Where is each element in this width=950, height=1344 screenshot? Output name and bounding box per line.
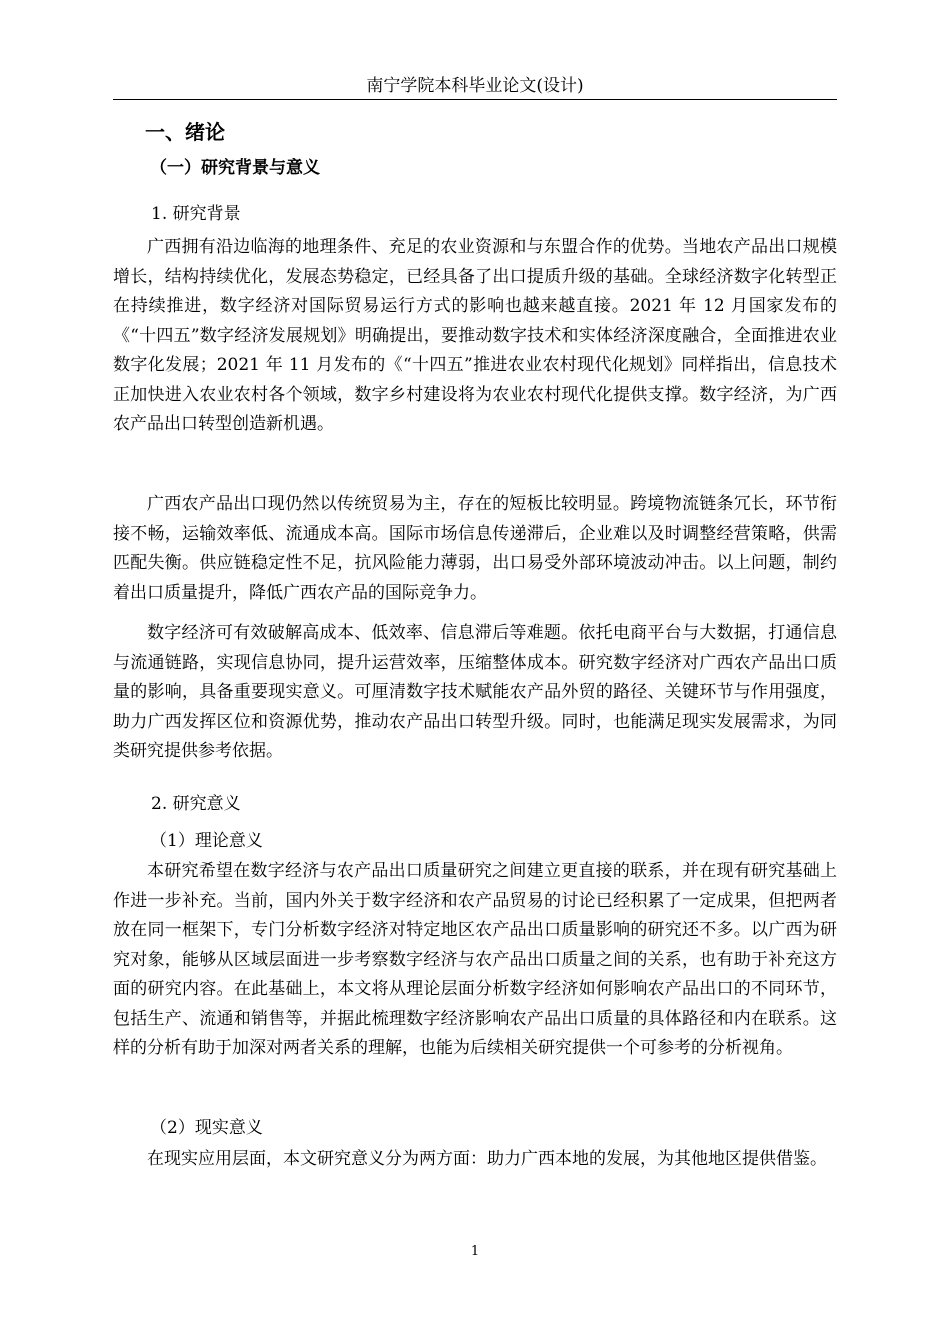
header-divider [113, 99, 837, 100]
background-paragraph-2: 广西农产品出口现仍然以传统贸易为主，存在的短板比较明显。跨境物流链条冗长，环节衔接不畅，运输效率低、流通成本高。国际市场信息传递滞后，企业难以及时调整经营策略，供需匹配失衡。供应链稳定性不足，抗风险能力薄弱，出口易受外部环境波动冲击。以上问题，制约着出口质量提升，降低广西农产品的国际竞争力。 [113, 494, 837, 603]
significance-heading: 2. 研究意义 [151, 794, 241, 814]
page-header-title: 南宁学院本科毕业论文(设计) [366, 76, 584, 96]
theory-paragraph: 本研究希望在数字经济与农产品出口质量研究之间建立更直接的联系，并在现有研究基础上作进一步补充。当前，国内外关于数字经济和农产品贸易的讨论已经积累了一定成果，但把两者放在同一框架下，专门分析数字经济对特定地区农产品出口质量影响的研究还不多。以广西为研究对象，能够从区域层面进一步考察数字经济与农产品出口质量之间的关系，也有助于补充这方面的研究内容。在此基础上，本文将从理论层面分析数字经济如何影响农产品出口的不同环节，包括生产、流通和销售等，并据此梳理数字经济影响农产品出口质量的具体路径和内在联系。这样的分析有助于加深对两者关系的理解，也能为后续相关研究提供一个可参考的分析视角。 [113, 861, 837, 1058]
background-paragraph-3: 数字经济可有效破解高成本、低效率、信息滞后等难题。依托电商平台与大数据，打通信息与流通链路，实现信息协同，提升运营效率，压缩整体成本。研究数字经济对广西农产品出口质量的影响，具备重要现实意义。可厘清数字技术赋能农产品外贸的路径、关键环节与作用强度，助力广西发挥区位和资源优势，推动农产品出口转型升级。同时，也能满足现实发展需求，为同类研究提供参考依据。 [113, 623, 837, 761]
page-number: 1 [470, 1244, 480, 1259]
practice-heading: （2）现实意义 [150, 1118, 263, 1138]
section-heading: （一）研究背景与意义 [150, 158, 320, 178]
background-heading: 1. 研究背景 [151, 204, 241, 224]
chapter-heading: 一、绪论 [145, 120, 225, 144]
background-paragraph-1: 广西拥有沿边临海的地理条件、充足的农业资源和与东盟合作的优势。当地农产品出口规模增长，结构持续优化，发展态势稳定，已经具备了出口提质升级的基础。全球经济数字化转型正在持续推进，数字经济对国际贸易运行方式的影响也越来越直接。2021 年 12 月国家发布的《“十四五”数字经济发展规划》明确提出，要推动数字技术和实体经济深度融合，全面推进农业数字化发展；2021 年 11 月发布的《“十四五”推进农业农村现代化规划》同样指出，信息技术正加快进入农业农村各个领域，数字乡村建设将为农业农村现代化提供支撑。数字经济，为广西农产品出口转型创造新机遇。 [113, 237, 837, 434]
theory-heading: （1）理论意义 [150, 831, 263, 851]
practice-paragraph: 在现实应用层面，本文研究意义分为两方面：助力广西本地的发展，为其他地区提供借鉴。 [147, 1149, 827, 1169]
